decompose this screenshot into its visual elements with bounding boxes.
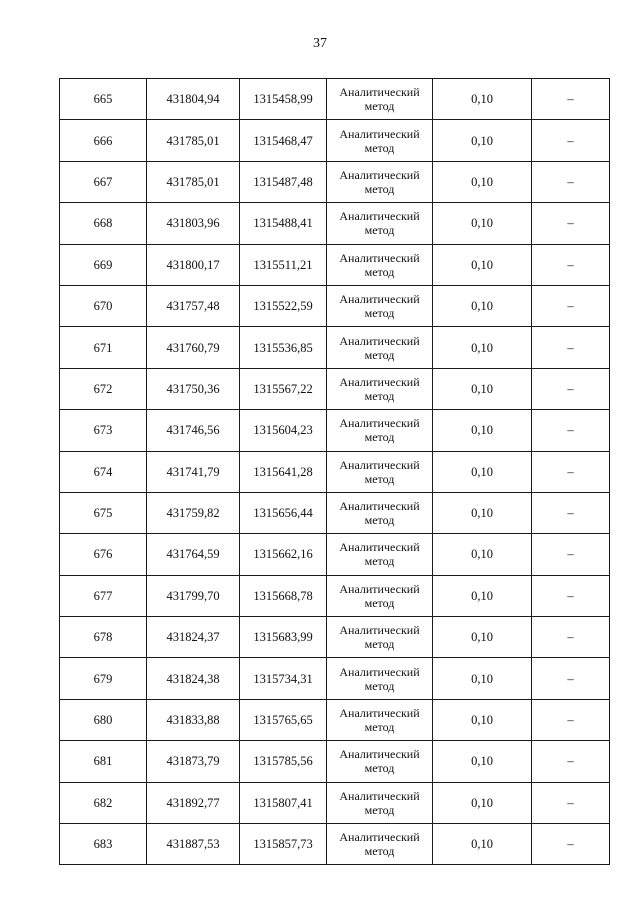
point-number-cell: 678 bbox=[60, 617, 147, 658]
note-cell: – bbox=[532, 575, 610, 616]
method-cell bbox=[327, 617, 433, 658]
accuracy-cell: 0,10 bbox=[433, 492, 532, 533]
accuracy-cell: 0,10 bbox=[433, 244, 532, 285]
y-coordinate-cell: 1315807,41 bbox=[240, 782, 327, 823]
point-number-cell: 677 bbox=[60, 575, 147, 616]
accuracy-cell: 0,10 bbox=[433, 79, 532, 120]
x-coordinate-cell: 431824,37 bbox=[147, 617, 240, 658]
table-row bbox=[60, 824, 610, 865]
x-coordinate-cell: 431741,79 bbox=[147, 451, 240, 492]
note-cell: – bbox=[532, 741, 610, 782]
method-cell bbox=[327, 120, 433, 161]
method-cell bbox=[327, 161, 433, 202]
note-cell: – bbox=[532, 782, 610, 823]
y-coordinate-cell: 1315522,59 bbox=[240, 285, 327, 326]
y-coordinate-cell: 1315785,56 bbox=[240, 741, 327, 782]
point-number-cell: 673 bbox=[60, 410, 147, 451]
point-number-cell: 680 bbox=[60, 699, 147, 740]
method-cell bbox=[327, 782, 433, 823]
point-number-cell: 668 bbox=[60, 203, 147, 244]
method-line-1: Аналитический bbox=[339, 457, 420, 472]
method-line-2: метод bbox=[364, 720, 395, 735]
point-number-cell: 670 bbox=[60, 285, 147, 326]
table-row bbox=[60, 285, 610, 326]
point-number-cell: 683 bbox=[60, 824, 147, 865]
method-line-1: Аналитический bbox=[339, 85, 420, 100]
method-line-1: Аналитический bbox=[339, 126, 420, 141]
point-number-cell: 676 bbox=[60, 534, 147, 575]
table-row bbox=[60, 492, 610, 533]
method-cell bbox=[327, 368, 433, 409]
note-cell: – bbox=[532, 492, 610, 533]
method-line-1: Аналитический bbox=[339, 540, 420, 555]
note-cell: – bbox=[532, 244, 610, 285]
accuracy-cell: 0,10 bbox=[433, 575, 532, 616]
x-coordinate-cell: 431892,77 bbox=[147, 782, 240, 823]
method-cell bbox=[327, 534, 433, 575]
note-cell: – bbox=[532, 79, 610, 120]
x-coordinate-cell: 431873,79 bbox=[147, 741, 240, 782]
table-row bbox=[60, 327, 610, 368]
accuracy-cell: 0,10 bbox=[433, 410, 532, 451]
note-cell: – bbox=[532, 120, 610, 161]
x-coordinate-cell: 431804,94 bbox=[147, 79, 240, 120]
accuracy-cell: 0,10 bbox=[433, 824, 532, 865]
note-cell: – bbox=[532, 699, 610, 740]
y-coordinate-cell: 1315668,78 bbox=[240, 575, 327, 616]
method-line-1: Аналитический bbox=[339, 581, 420, 596]
accuracy-cell: 0,10 bbox=[433, 327, 532, 368]
method-cell bbox=[327, 741, 433, 782]
x-coordinate-cell: 431760,79 bbox=[147, 327, 240, 368]
accuracy-cell: 0,10 bbox=[433, 658, 532, 699]
x-coordinate-cell: 431803,96 bbox=[147, 203, 240, 244]
x-coordinate-cell: 431750,36 bbox=[147, 368, 240, 409]
method-line-2: метод bbox=[364, 471, 395, 486]
y-coordinate-cell: 1315488,41 bbox=[240, 203, 327, 244]
table-row bbox=[60, 658, 610, 699]
point-number-cell: 666 bbox=[60, 120, 147, 161]
method-cell bbox=[327, 575, 433, 616]
x-coordinate-cell: 431887,53 bbox=[147, 824, 240, 865]
method-line-1: Аналитический bbox=[339, 250, 420, 265]
coordinates-table-body bbox=[60, 79, 610, 865]
x-coordinate-cell: 431764,59 bbox=[147, 534, 240, 575]
method-line-1: Аналитический bbox=[339, 706, 420, 721]
point-number-cell: 681 bbox=[60, 741, 147, 782]
y-coordinate-cell: 1315567,22 bbox=[240, 368, 327, 409]
method-cell bbox=[327, 285, 433, 326]
method-line-1: Аналитический bbox=[339, 830, 420, 845]
method-line-1: Аналитический bbox=[339, 333, 420, 348]
method-line-2: метод bbox=[364, 181, 395, 196]
accuracy-cell: 0,10 bbox=[433, 203, 532, 244]
method-line-2: метод bbox=[364, 430, 395, 445]
point-number-cell: 669 bbox=[60, 244, 147, 285]
table-row bbox=[60, 782, 610, 823]
method-line-2: метод bbox=[364, 388, 395, 403]
note-cell: – bbox=[532, 534, 610, 575]
table-row bbox=[60, 741, 610, 782]
x-coordinate-cell: 431757,48 bbox=[147, 285, 240, 326]
note-cell: – bbox=[532, 285, 610, 326]
method-line-2: метод bbox=[364, 554, 395, 569]
note-cell: – bbox=[532, 617, 610, 658]
accuracy-cell: 0,10 bbox=[433, 534, 532, 575]
table-row bbox=[60, 120, 610, 161]
table-row bbox=[60, 161, 610, 202]
y-coordinate-cell: 1315487,48 bbox=[240, 161, 327, 202]
method-cell bbox=[327, 327, 433, 368]
page-number: 37 bbox=[313, 36, 327, 51]
note-cell: – bbox=[532, 824, 610, 865]
point-number-cell: 671 bbox=[60, 327, 147, 368]
method-cell bbox=[327, 79, 433, 120]
y-coordinate-cell: 1315683,99 bbox=[240, 617, 327, 658]
method-cell bbox=[327, 824, 433, 865]
method-cell bbox=[327, 410, 433, 451]
point-number-cell: 682 bbox=[60, 782, 147, 823]
method-line-1: Аналитический bbox=[339, 788, 420, 803]
x-coordinate-cell: 431746,56 bbox=[147, 410, 240, 451]
y-coordinate-cell: 1315734,31 bbox=[240, 658, 327, 699]
point-number-cell: 679 bbox=[60, 658, 147, 699]
y-coordinate-cell: 1315656,44 bbox=[240, 492, 327, 533]
x-coordinate-cell: 431785,01 bbox=[147, 161, 240, 202]
method-cell bbox=[327, 658, 433, 699]
method-line-2: метод bbox=[364, 306, 395, 321]
accuracy-cell: 0,10 bbox=[433, 285, 532, 326]
note-cell: – bbox=[532, 203, 610, 244]
method-line-1: Аналитический bbox=[339, 499, 420, 514]
table-row bbox=[60, 410, 610, 451]
method-line-1: Аналитический bbox=[339, 209, 420, 224]
table-row bbox=[60, 575, 610, 616]
table-row bbox=[60, 368, 610, 409]
method-line-2: метод bbox=[364, 637, 395, 652]
method-line-1: Аналитический bbox=[339, 664, 420, 679]
accuracy-cell: 0,10 bbox=[433, 451, 532, 492]
x-coordinate-cell: 431800,17 bbox=[147, 244, 240, 285]
method-line-1: Аналитический bbox=[339, 747, 420, 762]
table-row bbox=[60, 79, 610, 120]
method-line-2: метод bbox=[364, 761, 395, 776]
method-line-2: метод bbox=[364, 223, 395, 238]
method-cell bbox=[327, 492, 433, 533]
x-coordinate-cell: 431824,38 bbox=[147, 658, 240, 699]
note-cell: – bbox=[532, 451, 610, 492]
method-line-2: метод bbox=[364, 802, 395, 817]
method-cell bbox=[327, 203, 433, 244]
point-number-cell: 674 bbox=[60, 451, 147, 492]
y-coordinate-cell: 1315468,47 bbox=[240, 120, 327, 161]
point-number-cell: 665 bbox=[60, 79, 147, 120]
x-coordinate-cell: 431759,82 bbox=[147, 492, 240, 533]
method-line-2: метод bbox=[364, 844, 395, 859]
accuracy-cell: 0,10 bbox=[433, 741, 532, 782]
y-coordinate-cell: 1315604,23 bbox=[240, 410, 327, 451]
note-cell: – bbox=[532, 658, 610, 699]
y-coordinate-cell: 1315641,28 bbox=[240, 451, 327, 492]
coordinates-table bbox=[59, 78, 610, 865]
method-line-1: Аналитический bbox=[339, 623, 420, 638]
y-coordinate-cell: 1315511,21 bbox=[240, 244, 327, 285]
method-line-1: Аналитический bbox=[339, 416, 420, 431]
point-number-cell: 667 bbox=[60, 161, 147, 202]
y-coordinate-cell: 1315765,65 bbox=[240, 699, 327, 740]
accuracy-cell: 0,10 bbox=[433, 782, 532, 823]
table-row bbox=[60, 534, 610, 575]
method-line-1: Аналитический bbox=[339, 167, 420, 182]
note-cell: – bbox=[532, 327, 610, 368]
y-coordinate-cell: 1315857,73 bbox=[240, 824, 327, 865]
method-line-1: Аналитический bbox=[339, 374, 420, 389]
accuracy-cell: 0,10 bbox=[433, 161, 532, 202]
note-cell: – bbox=[532, 368, 610, 409]
y-coordinate-cell: 1315536,85 bbox=[240, 327, 327, 368]
accuracy-cell: 0,10 bbox=[433, 699, 532, 740]
y-coordinate-cell: 1315662,16 bbox=[240, 534, 327, 575]
method-line-2: метод bbox=[364, 513, 395, 528]
x-coordinate-cell: 431785,01 bbox=[147, 120, 240, 161]
method-line-2: метод bbox=[364, 264, 395, 279]
table-row bbox=[60, 203, 610, 244]
method-line-2: метод bbox=[364, 678, 395, 693]
method-cell bbox=[327, 451, 433, 492]
note-cell: – bbox=[532, 410, 610, 451]
y-coordinate-cell: 1315458,99 bbox=[240, 79, 327, 120]
table-row bbox=[60, 617, 610, 658]
x-coordinate-cell: 431833,88 bbox=[147, 699, 240, 740]
method-line-2: метод bbox=[364, 595, 395, 610]
method-line-1: Аналитический bbox=[339, 292, 420, 307]
table-row bbox=[60, 451, 610, 492]
accuracy-cell: 0,10 bbox=[433, 368, 532, 409]
accuracy-cell: 0,10 bbox=[433, 120, 532, 161]
method-cell bbox=[327, 244, 433, 285]
table-row bbox=[60, 244, 610, 285]
method-line-2: метод bbox=[364, 140, 395, 155]
method-line-2: метод bbox=[364, 99, 395, 114]
method-line-2: метод bbox=[364, 347, 395, 362]
x-coordinate-cell: 431799,70 bbox=[147, 575, 240, 616]
note-cell: – bbox=[532, 161, 610, 202]
accuracy-cell: 0,10 bbox=[433, 617, 532, 658]
table-row bbox=[60, 699, 610, 740]
method-cell bbox=[327, 699, 433, 740]
point-number-cell: 672 bbox=[60, 368, 147, 409]
point-number-cell: 675 bbox=[60, 492, 147, 533]
